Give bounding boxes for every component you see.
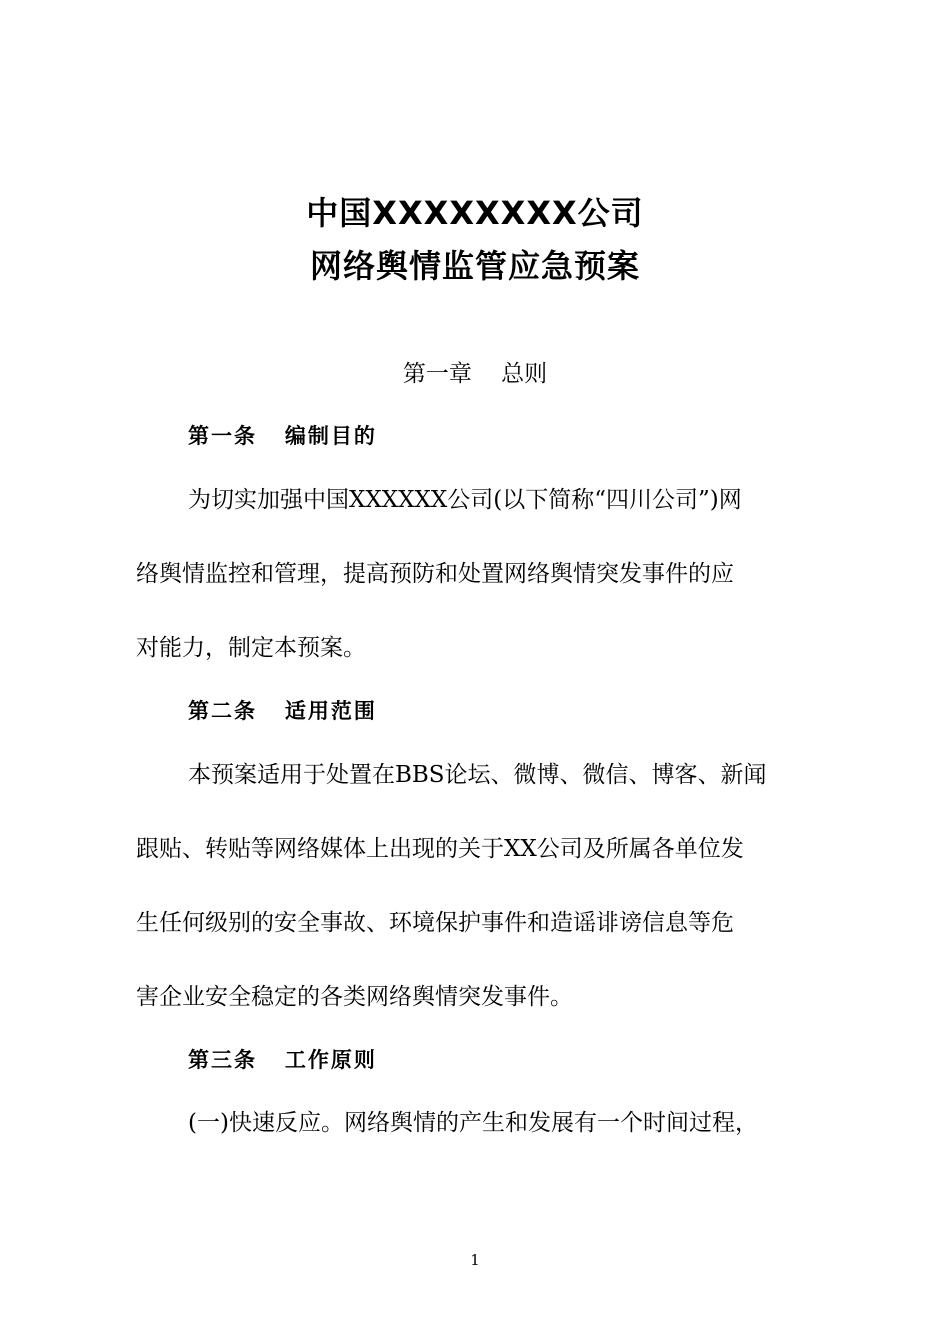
article-1-paragraph-line-2: 络舆情监控和管理，提高预防和处置网络舆情突发事件的应 [136, 561, 734, 587]
document-title-line-2: 网络舆情监管应急预案 [309, 247, 640, 285]
chapter-heading: 第一章 总则 [402, 361, 548, 387]
article-2-heading: 第二条 适用范围 [188, 699, 377, 723]
article-2-paragraph-line-4: 害企业安全稳定的各类网络舆情突发事件。 [136, 984, 573, 1010]
article-2-paragraph-line-3: 生任何级别的安全事故、环境保护事件和造谣诽谤信息等危 [136, 910, 734, 936]
document-title-line-1: 中国XXXXXXXX公司 [306, 194, 644, 232]
article-3-heading: 第三条 工作原则 [188, 1048, 377, 1072]
article-3-paragraph-line-1: (一)快速反应。网络舆情的产生和发展有一个时间过程， [188, 1110, 758, 1136]
article-2-paragraph-line-2: 跟贴、转贴等网络媒体上出现的关于XX公司及所属各单位发 [136, 836, 744, 862]
page-number: 1 [470, 1251, 480, 1269]
article-1-paragraph-line-3: 对能力，制定本预案。 [136, 635, 366, 661]
article-1-paragraph-line-1: 为切实加强中国XXXXXX公司(以下简称“四川公司”)网 [188, 487, 742, 513]
article-2-paragraph-line-1: 本预案适用于处置在BBS论坛、微博、微信、博客、新闻 [188, 762, 767, 788]
article-1-heading: 第一条 编制目的 [188, 424, 377, 448]
